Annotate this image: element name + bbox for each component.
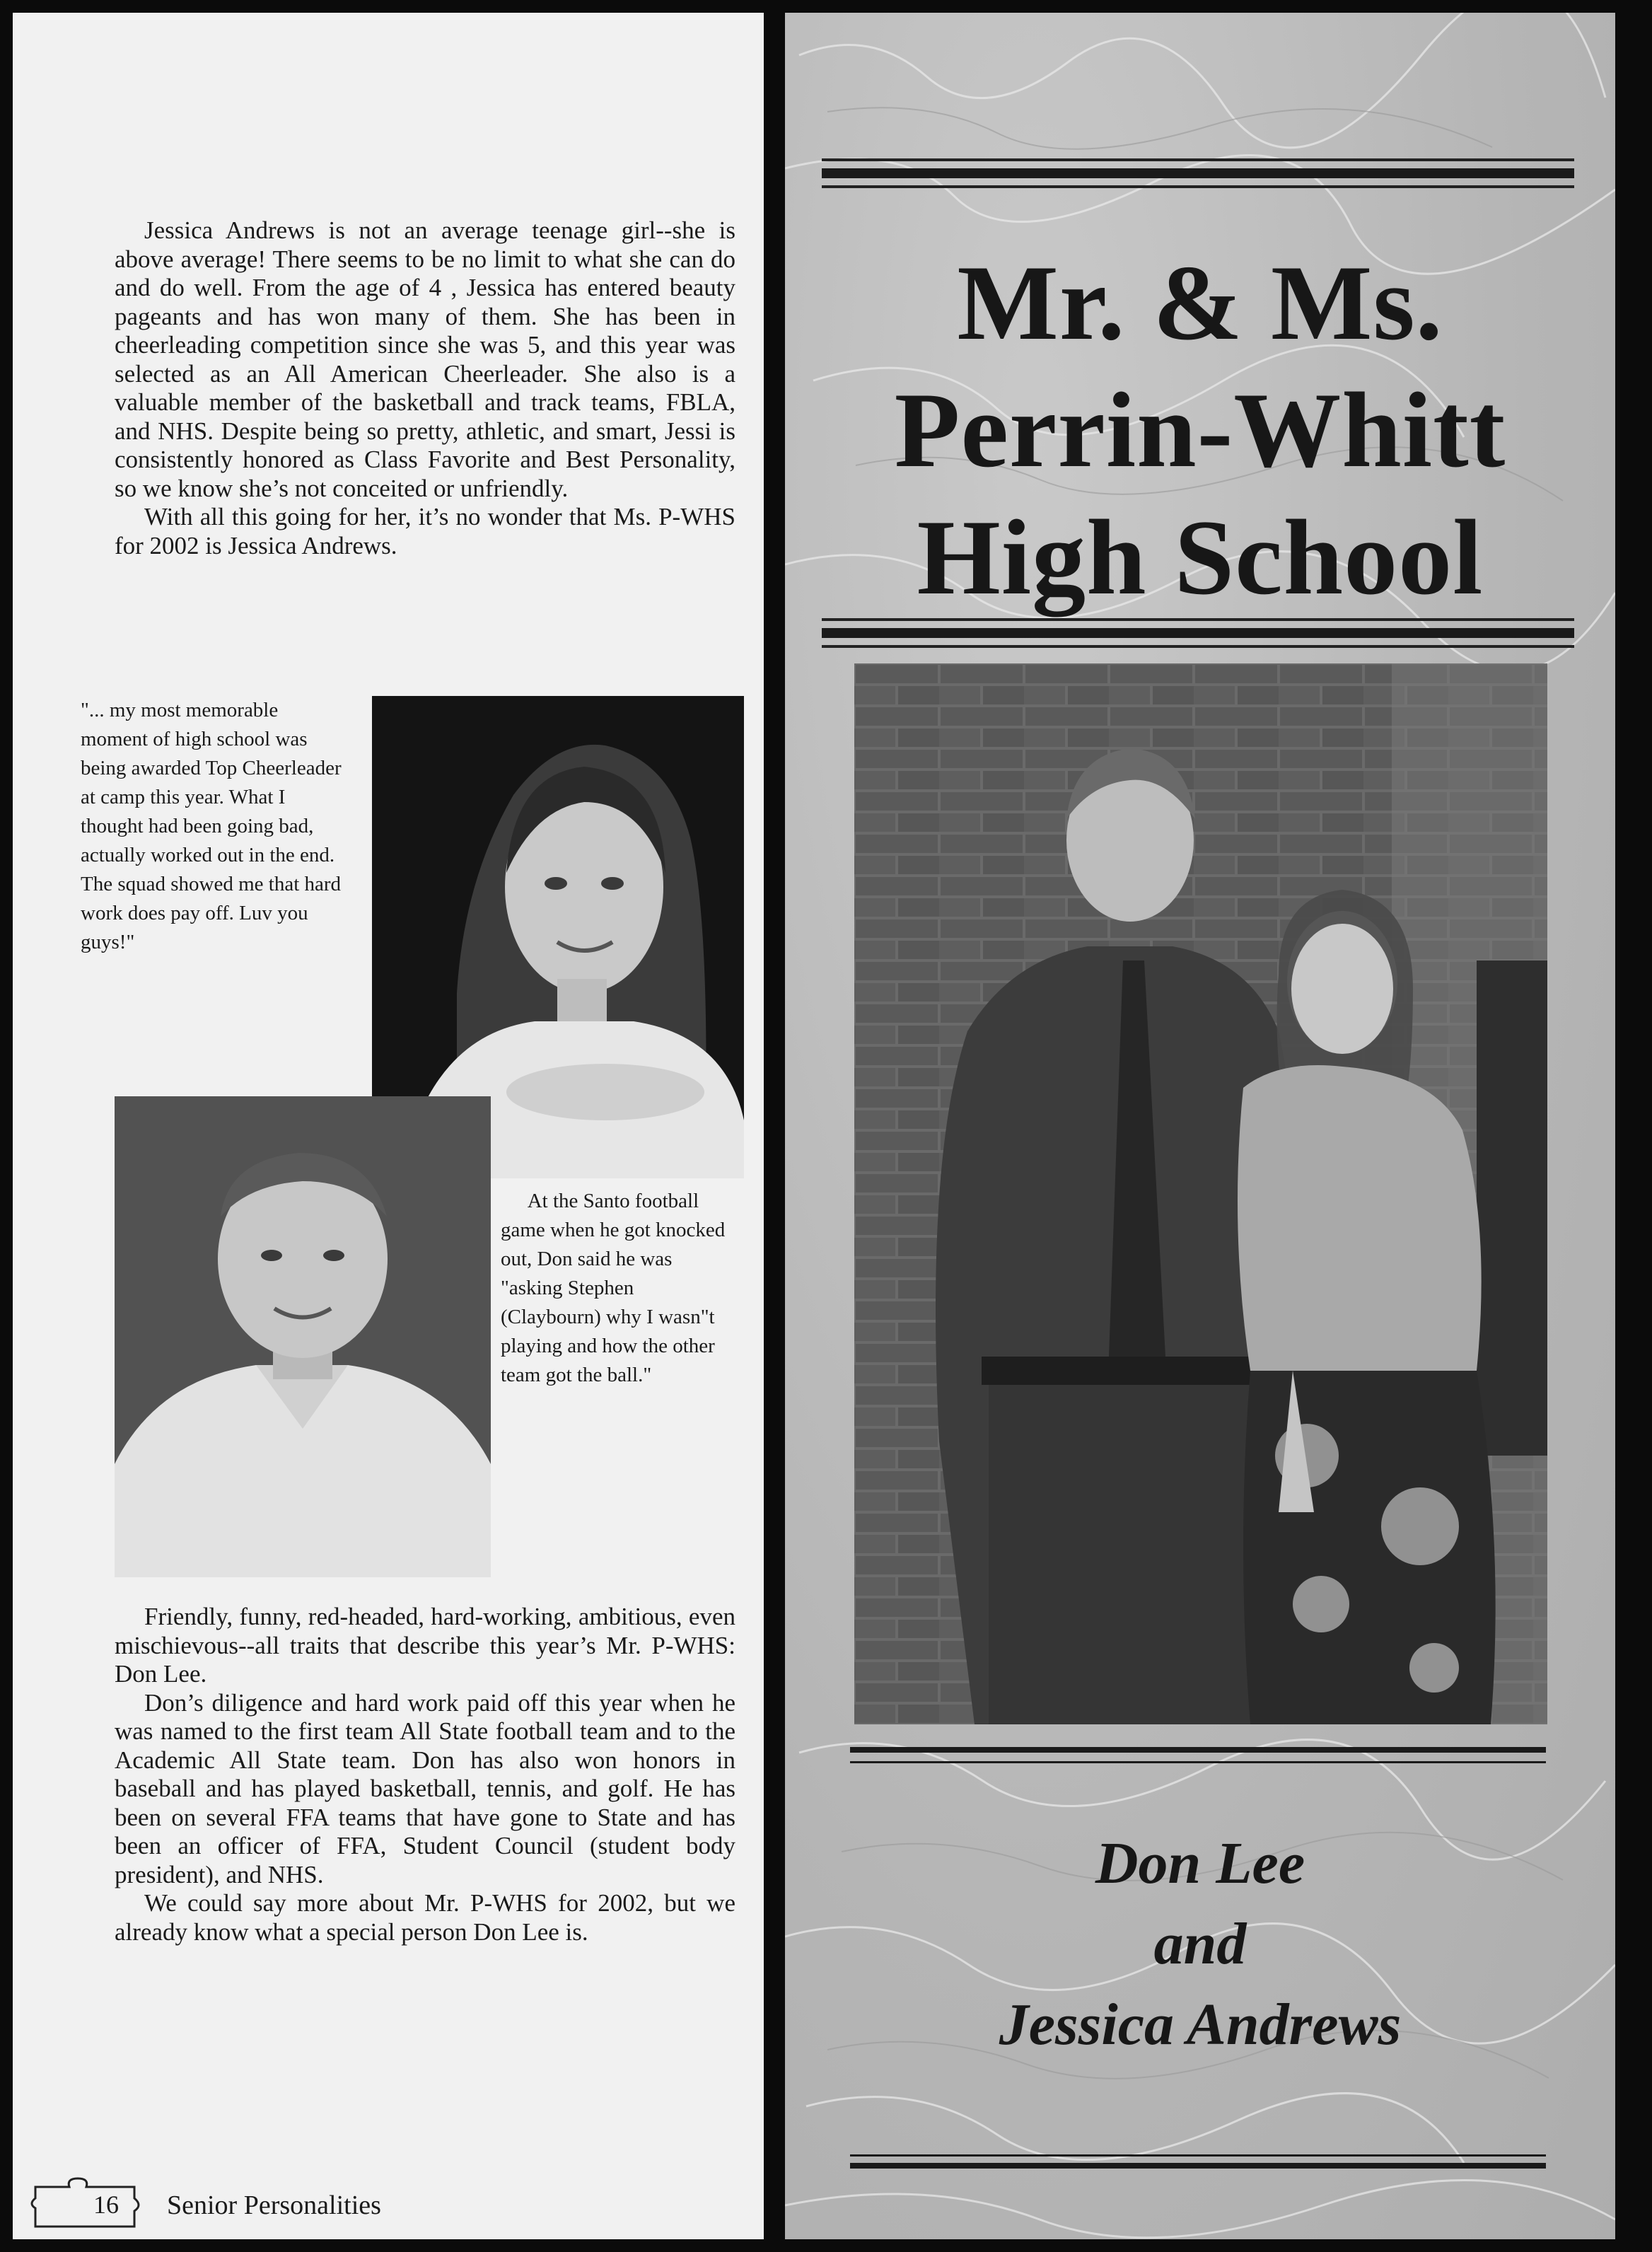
title-line: High School [917,498,1484,617]
page-footer [28,2177,481,2234]
right-column [785,13,1615,2239]
jessica-quote: "... my most memorable moment of high school was being awarded Top Cheerleader at camp this year. What I thought had been going bad, actually worked out in the end. The squad showed me that hard work does pay off. Luv you guys!" [81,699,342,953]
middle-rule [822,618,1574,648]
section-label: Senior Personalities [167,2190,381,2220]
winners-names [813,1823,1587,2065]
column-divider [764,13,785,2239]
don-portrait-photo [115,1096,491,1577]
bottom-rule [850,2163,1546,2169]
lower-rule [850,1747,1546,1753]
yearbook-page [13,13,1639,2239]
couple-photo [854,663,1547,1724]
don-paragraph: Friendly, funny, red-headed, hard-working, ambitious, even mischievous--all traits that describe this year’s Mr. P-WHS: Don Lee. [115,1603,735,1688]
don-article [115,1603,735,1946]
right-border [1615,13,1639,2239]
name-line: and [1153,1911,1247,1977]
left-column [13,13,764,2239]
title-line: Mr. & Ms. [957,243,1443,362]
don-paragraph: Don’s diligence and hard work paid off this year when he was named to the first team All State football team and to the Academic All State team. Don has also won honors in baseball and has played basketball, tennis, and golf. He has been on several FFA teams that have gone to State and has been an officer of FFA, Student Council (student body president), and NHS. [115,1688,735,1888]
name-line: Jessica Andrews [999,1992,1402,2057]
page-number: 16 [93,2190,119,2219]
don-quote: At the Santo football game when he got knocked out, Don said he was "asking Stephen (Claybourn) why I wasn"t playing and how the other team got the ball." [501,1190,726,1386]
page-title [813,239,1587,621]
jessica-paragraph: Jessica Andrews is not an average teenage girl--she is above average! There seems to be no limit to what she can do and do well. From the age of 4 , Jessica has entered beauty pageants and has won many of them. She has been in cheerleading competition since she was 5, and this year was selected as an All American Cheerleader. She also is a valuable member of the basketball and track teams, FBLA, and NHS. Despite being so pretty, athletic, and smart, Jessi is consistently honored as Class Favorite and Best Personality, so we know she’s not conceited or unfriendly. [115,216,735,502]
title-line: Perrin-Whitt [894,371,1506,489]
name-line: Don Lee [1095,1830,1305,1896]
lower-rule-thin [850,1761,1546,1763]
jessica-article [115,216,735,560]
bottom-rule-thin [850,2154,1546,2157]
jessica-paragraph: With all this going for her, it’s no wonder that Ms. P-WHS for 2002 is Jessica Andrews. [115,503,735,559]
top-rule [822,158,1574,188]
don-paragraph: We could say more about Mr. P-WHS for 2002, but we already know what a special person Don Lee is. [115,1889,735,1946]
